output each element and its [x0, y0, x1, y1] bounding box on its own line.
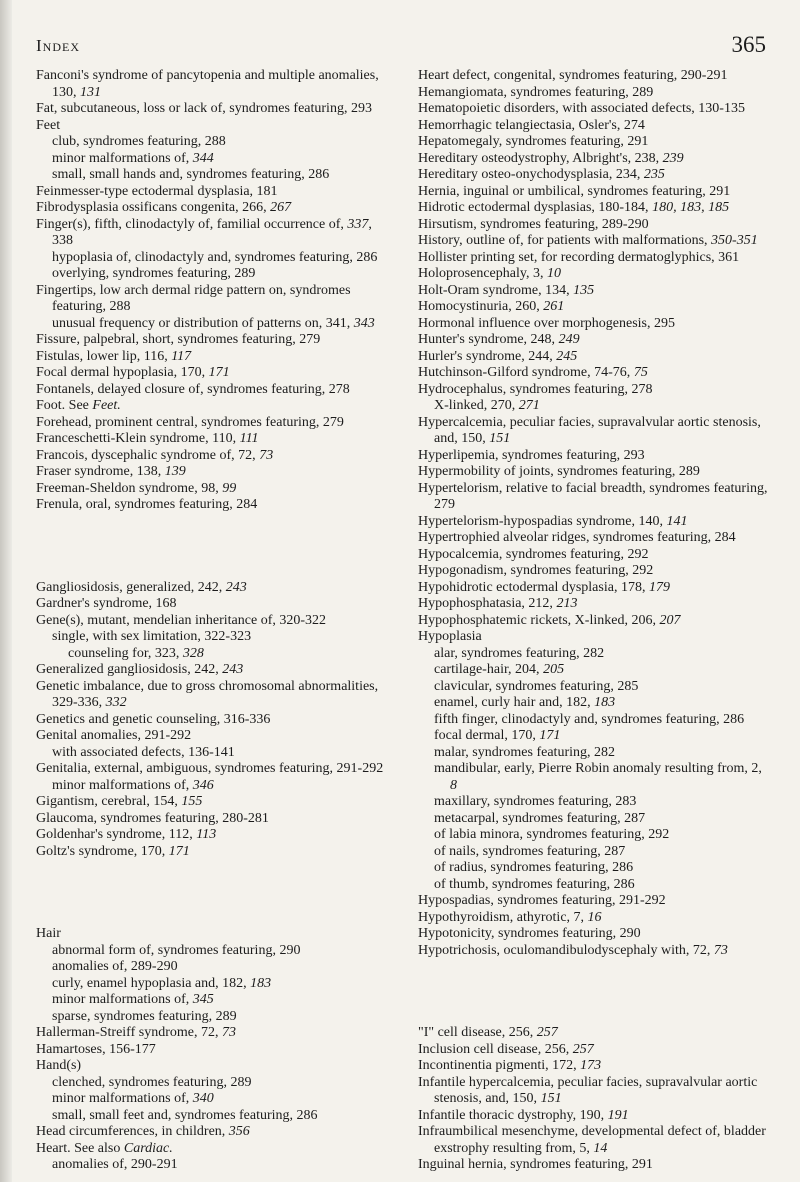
index-entry: Fanconi's syndrome of pancytopenia and multiple anomalies, 130, 131: [36, 68, 379, 100]
index-subentry: anomalies of, 289-290: [52, 959, 178, 974]
index-subentry: curly, enamel hypoplasia and, 182, 183: [52, 975, 272, 991]
index-entry: Hypermobility of joints, syndromes featuring, 289: [418, 464, 700, 479]
index-entry: Hemangiomata, syndromes featuring, 289: [418, 84, 654, 100]
index-subentry: anomalies of, 290-291: [52, 1157, 178, 1172]
italic-page-ref: 171: [168, 843, 190, 859]
index-entry: Infantile thoracic dystrophy, 190, 191: [418, 1107, 629, 1123]
italic-page-ref: 183: [594, 695, 616, 710]
italic-page-ref: 344: [192, 150, 214, 166]
index-entry: Hypertelorism, relative to facial breadth, syndromes featuring, 279: [418, 480, 768, 512]
index-entry: Finger(s), fifth, clinodactyly of, familial occurrence of, 337, 338: [36, 216, 372, 248]
index-entry: Hydrocephalus, syndromes featuring, 278: [418, 381, 653, 397]
index-entry: Hereditary osteodystrophy, Albright's, 238, 239: [418, 150, 684, 166]
italic-page-ref: 111: [239, 431, 259, 446]
index-entry: Hollister printing set, for recording dermatoglyphics, 361: [418, 249, 740, 265]
index-entry: Forehead, prominent central, syndromes featuring, 279: [36, 414, 344, 430]
index-entry: Goltz's syndrome, 170, 171: [36, 843, 190, 859]
index-entry: Hemorrhagic telangiectasia, Osler's, 274: [418, 117, 645, 133]
index-entry: Genital anomalies, 291-292: [36, 728, 192, 743]
italic-page-ref: 257: [536, 1025, 558, 1040]
index-entry: Hepatomegaly, syndromes featuring, 291: [418, 134, 649, 149]
italic-page-ref: 356: [228, 1124, 250, 1139]
index-entry: Inguinal hernia, syndromes featuring, 291: [418, 1157, 653, 1172]
italic-page-ref: 346: [192, 777, 214, 793]
italic-page-ref: 345: [192, 992, 214, 1007]
italic-page-ref: 257: [572, 1041, 594, 1057]
italic-page-ref: 207: [659, 612, 681, 628]
index-entry: Feinmesser-type ectodermal dysplasia, 181: [36, 183, 278, 199]
section-gap: [36, 514, 396, 580]
italic-page-ref: 239: [662, 150, 684, 166]
index-subentry: minor malformations of, 344: [52, 150, 214, 166]
index-column-left: [36, 68, 396, 1174]
index-entry: Hypertelorism-hypospadias syndrome, 140, 141: [418, 513, 688, 529]
index-subentry: alar, syndromes featuring, 282: [434, 645, 605, 661]
index-entry: History, outline of, for patients with malformations, 350-351: [418, 233, 758, 248]
index-entry: Hereditary osteo-onychodysplasia, 234, 235: [418, 167, 665, 182]
italic-page-ref: 131: [80, 84, 101, 100]
italic-page-ref: 151: [540, 1091, 562, 1106]
italic-page-ref: 249: [558, 332, 580, 347]
index-subentry: minor malformations of, 340: [52, 1091, 214, 1106]
italic-page-ref: 213: [556, 596, 578, 611]
index-subentry: X-linked, 270, 271: [434, 398, 540, 413]
italic-page-ref: 14: [593, 1140, 608, 1156]
index-subentry: clenched, syndromes featuring, 289: [52, 1074, 252, 1090]
italic-page-ref: Feet.: [92, 398, 121, 413]
italic-page-ref: 340: [192, 1091, 214, 1106]
index-subentry: cartilage-hair, 204, 205: [434, 662, 565, 677]
italic-page-ref: 271: [518, 398, 540, 413]
index-entry: Fibrodysplasia ossificans congenita, 266, 267: [36, 200, 292, 215]
index-entry: Incontinentia pigmenti, 172, 173: [418, 1058, 602, 1073]
index-subentry: maxillary, syndromes featuring, 283: [434, 794, 637, 809]
italic-page-ref: 243: [222, 662, 244, 677]
italic-page-ref: 139: [164, 464, 186, 479]
index-entry: Fistulas, lower lip, 116, 117: [36, 348, 192, 364]
index-entry: Hyperlipemia, syndromes featuring, 293: [418, 447, 645, 463]
italic-page-ref: 10: [546, 266, 561, 281]
index-entry: Freeman-Sheldon syndrome, 98, 99: [36, 480, 237, 496]
index-entry: Gene(s), mutant, mendelian inheritance of, 320-322: [36, 612, 327, 628]
index-subentry: metacarpal, syndromes featuring, 287: [434, 810, 646, 826]
index-entry: Hypophosphatasia, 212, 213: [418, 596, 578, 611]
italic-page-ref: 350-351: [711, 233, 758, 248]
index-entry: Infraumbilical mesenchyme, developmental defect of, bladder exstrophy resulting from, 5, 14: [418, 1124, 766, 1156]
index-subentry: malar, syndromes featuring, 282: [434, 744, 616, 760]
index-entry: Hypothyroidism, athyrotic, 7, 16: [418, 909, 602, 925]
page-edge-shadow: [0, 0, 12, 1182]
italic-page-ref: 135: [573, 282, 595, 298]
italic-page-ref: 171: [539, 728, 561, 743]
italic-page-ref: 141: [666, 513, 688, 529]
italic-page-ref: 245: [556, 348, 578, 364]
index-subentry: of nails, syndromes featuring, 287: [434, 843, 626, 859]
index-entry: Holoprosencephaly, 3, 10: [418, 266, 561, 281]
italic-page-ref: 75: [633, 365, 648, 380]
index-subentry: with associated defects, 136-141: [52, 744, 235, 760]
index-entry: Heart. See also Cardiac.: [36, 1140, 173, 1156]
page-number: 365: [731, 32, 766, 57]
index-entry: Hunter's syndrome, 248, 249: [418, 332, 580, 347]
italic-page-ref: 183: [250, 975, 272, 991]
index-entry: Hypotonicity, syndromes featuring, 290: [418, 926, 641, 941]
index-column-right: [418, 68, 768, 1174]
index-entry: Gardner's syndrome, 168: [36, 596, 177, 611]
index-entry: Hernia, inguinal or umbilical, syndromes featuring, 291: [418, 183, 731, 199]
italic-page-ref: 191: [607, 1107, 629, 1123]
index-entry: Hamartoses, 156-177: [36, 1041, 156, 1057]
italic-page-ref: 73: [713, 942, 728, 958]
italic-page-ref: 267: [270, 200, 292, 215]
italic-page-ref: 343: [353, 315, 375, 331]
italic-page-ref: 171: [208, 365, 230, 380]
index-subentry: unusual frequency or distribution of patterns on, 341, 343: [52, 315, 375, 331]
index-entry: Focal dermal hypoplasia, 170, 171: [36, 365, 230, 380]
italic-page-ref: 205: [543, 662, 565, 677]
index-entry: Hypocalcemia, syndromes featuring, 292: [418, 546, 649, 562]
index-entry: Heart defect, congenital, syndromes featuring, 290-291: [418, 68, 728, 83]
index-entry: Genetic imbalance, due to gross chromosomal abnormalities, 329-336, 332: [36, 678, 379, 710]
index-subentry: of labia minora, syndromes featuring, 292: [434, 827, 670, 842]
index-entry: Hypohidrotic ectodermal dysplasia, 178, 179: [418, 579, 670, 595]
index-entry: Genetics and genetic counseling, 316-336: [36, 711, 271, 727]
index-entry: Frenula, oral, syndromes featuring, 284: [36, 497, 258, 512]
index-entry: Hallerman-Streiff syndrome, 72, 73: [36, 1025, 236, 1040]
section-gap: [418, 959, 768, 1025]
index-entry: Francois, dyscephalic syndrome of, 72, 73: [36, 447, 274, 463]
index-entry: Inclusion cell disease, 256, 257: [418, 1041, 594, 1057]
index-entry: Fat, subcutaneous, loss or lack of, syndromes featuring, 293: [36, 101, 372, 116]
index-entry: Hypercalcemia, peculiar facies, supravalvular aortic stenosis, and, 150, 151: [418, 414, 761, 446]
index-entry: Franceschetti-Klein syndrome, 110, 111: [36, 431, 259, 446]
italic-page-ref: 117: [171, 348, 192, 364]
index-entry: Homocystinuria, 260, 261: [418, 299, 565, 314]
index-entry: Glaucoma, syndromes featuring, 280-281: [36, 810, 269, 826]
index-entry: Hypoplasia: [418, 629, 482, 644]
index-entry: Hypertrophied alveolar ridges, syndromes featuring, 284: [418, 530, 736, 545]
index-entry: Hypospadias, syndromes featuring, 291-292: [418, 893, 666, 908]
index-entry: Hair: [36, 926, 61, 941]
index-entry: Foot. See Feet.: [36, 398, 121, 413]
index-entry: Gigantism, cerebral, 154, 155: [36, 794, 203, 809]
index-subentry: focal dermal, 170, 171: [434, 728, 561, 743]
index-entry: Hormonal influence over morphogenesis, 295: [418, 315, 675, 331]
index-entry: Holt-Oram syndrome, 134, 135: [418, 282, 595, 298]
index-entry: Hurler's syndrome, 244, 245: [418, 348, 578, 364]
index-subentry: club, syndromes featuring, 288: [52, 134, 226, 149]
italic-page-ref: 332: [105, 695, 127, 710]
index-entry: Generalized gangliosidosis, 242, 243: [36, 662, 244, 677]
index-entry: Hidrotic ectodermal dysplasias, 180-184, 180, 183, 185: [418, 200, 730, 215]
index-entry: Fraser syndrome, 138, 139: [36, 464, 186, 479]
italic-page-ref: 180, 183, 185: [652, 200, 730, 215]
italic-page-ref: 173: [580, 1058, 602, 1073]
index-subentry: single, with sex limitation, 322-323: [52, 629, 252, 644]
index-entry: Fissure, palpebral, short, syndromes featuring, 279: [36, 332, 321, 347]
italic-page-ref: Cardiac.: [123, 1140, 173, 1156]
italic-page-ref: 155: [181, 794, 203, 809]
index-subentry: minor malformations of, 345: [52, 992, 214, 1007]
index-entry: Goldenhar's syndrome, 112, 113: [36, 827, 217, 842]
italic-page-ref: 99: [222, 480, 237, 496]
index-subentry: enamel, curly hair and, 182, 183: [434, 695, 616, 710]
italic-page-ref: 73: [221, 1025, 236, 1040]
index-subentry: abnormal form of, syndromes featuring, 290: [52, 942, 301, 958]
italic-page-ref: 179: [648, 579, 670, 595]
index-entry: Infantile hypercalcemia, peculiar facies, supravalvular aortic stenosis, and, 150, 151: [418, 1074, 758, 1106]
index-entry: Hypophosphatemic rickets, X-linked, 206, 207: [418, 612, 681, 628]
index-subentry: counseling for, 323, 328: [68, 645, 204, 661]
index-entry: Hypotrichosis, oculomandibulodyscephaly with, 72, 73: [418, 942, 728, 958]
index-entry: Genitalia, external, ambiguous, syndromes featuring, 291-292: [36, 761, 384, 776]
italic-page-ref: 337: [347, 216, 369, 232]
index-subentry: of thumb, syndromes featuring, 286: [434, 876, 635, 892]
index-entry: Fontanels, delayed closure of, syndromes featuring, 278: [36, 381, 350, 397]
index-entry: Hirsutism, syndromes featuring, 289-290: [418, 216, 649, 232]
index-entry: Head circumferences, in children, 356: [36, 1124, 250, 1139]
index-entry: Hutchinson-Gilford syndrome, 74-76, 75: [418, 365, 648, 380]
index-subentry: of radius, syndromes featuring, 286: [434, 860, 634, 875]
index-subentry: overlying, syndromes featuring, 289: [52, 266, 256, 281]
italic-page-ref: 73: [259, 447, 274, 463]
index-subentry: clavicular, syndromes featuring, 285: [434, 678, 639, 694]
index-entry: Fingertips, low arch dermal ridge pattern on, syndromes featuring, 288: [36, 282, 351, 314]
index-entry: "I" cell disease, 256, 257: [418, 1025, 558, 1040]
index-entry: Feet: [36, 117, 61, 133]
italic-page-ref: 16: [587, 909, 602, 925]
index-subentry: hypoplasia of, clinodactyly and, syndromes featuring, 286: [52, 249, 378, 265]
italic-page-ref: 113: [196, 827, 217, 842]
italic-page-ref: 235: [643, 167, 665, 182]
italic-page-ref: 328: [182, 645, 204, 661]
index-subentry: minor malformations of, 346: [52, 777, 214, 793]
index-subentry: small, small feet and, syndromes featuring, 286: [52, 1107, 318, 1123]
section-gap: [36, 860, 396, 926]
index-entry: Hypogonadism, syndromes featuring, 292: [418, 563, 654, 578]
index-subentry: sparse, syndromes featuring, 289: [52, 1008, 237, 1024]
index-subentry: small, small hands and, syndromes featuring, 286: [52, 167, 330, 182]
running-head: Index: [36, 36, 80, 55]
index-subentry: fifth finger, clinodactyly and, syndromes featuring, 286: [434, 711, 745, 727]
index-subentry: mandibular, early, Pierre Robin anomaly resulting from, 2, 8: [434, 761, 762, 793]
index-entry: Gangliosidosis, generalized, 242, 243: [36, 579, 247, 595]
italic-page-ref: 8: [450, 777, 457, 793]
italic-page-ref: 261: [543, 299, 565, 314]
index-entry: Hematopoietic disorders, with associated defects, 130-135: [418, 101, 745, 116]
italic-page-ref: 151: [489, 431, 511, 446]
index-entry: Hand(s): [36, 1058, 82, 1073]
italic-page-ref: 243: [225, 579, 247, 595]
